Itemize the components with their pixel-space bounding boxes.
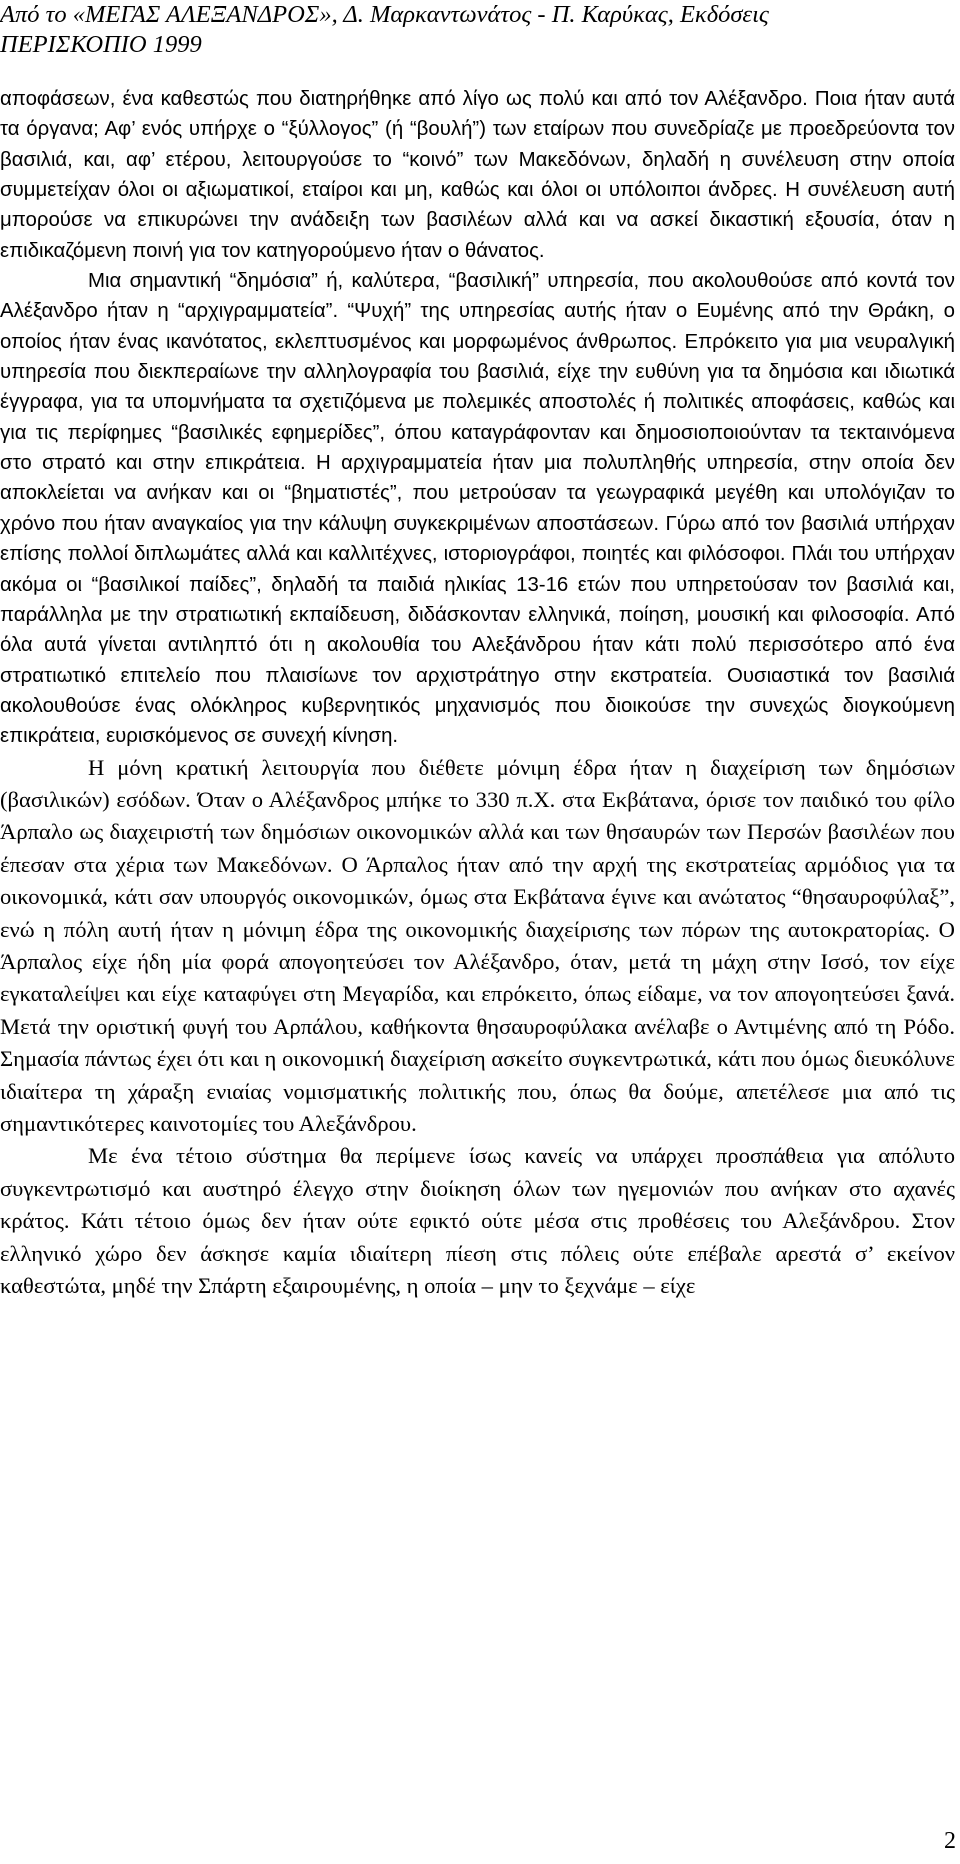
- running-header: [0, 0, 955, 60]
- header-line-2: ΠΕΡΙΣΚΟΠΙΟ 1999: [0, 31, 202, 58]
- paragraph-4: Με ένα τέτοιο σύστημα θα περίμενε ίσως κανείς να υπάρχει προσπάθεια για απόλυτο συγκεντρωτισμό και αυστηρό έλεγχο στην διοίκηση όλων των ηγεμονιών που ανήκαν στο αχανές κράτος. Κάτι τέτοιο όμως δεν ήταν ούτε εφικτό ούτε μέσα στις προθέσεις του Αλεξάνδρου. Στον ελληνικό χώρο δεν άσκησε καμία ιδιαίτερη πίεση στις πόλεις ούτε επέβαλε αρεστά σ’ εκείνον καθεστώτα, μηδέ την Σπάρτη εξαιρουμένης, η οποία – μην το ξεχνάμε – είχε: [0, 1143, 955, 1299]
- page-number: 2: [944, 1828, 956, 1854]
- paragraph-1: αποφάσεων, ένα καθεστώς που διατηρήθηκε από λίγο ως πολύ και από τον Αλέξανδρο. Ποια ήταν αυτά τα όργανα; Αφ’ ενός υπήρχε ο “ξύλλογος” (ή “βουλή”) των εταίρων που συνεδρίαζε με προεδρεύοντα τον βασιλιά, και, αφ’ ετέρου, λειτουργούσε το “κοινό” των Μακεδόνων, δηλαδή η συνέλευση στην οποία συμμετείχαν όλοι οι αξιωματικοί, εταίροι και μη, καθώς και όλοι οι υπόλοιποι άνδρες. Η συνέλευση αυτή μπορούσε να επικυρώνει την ανάδειξη των βασιλέων αλλά και να ασκεί δικαστική εξουσία, όταν η επιδικαζόμενη ποινή για τον κατηγορούμενο ήταν ο θάνατος.: [0, 88, 955, 262]
- paragraph-3: Η μόνη κρατική λειτουργία που διέθετε μόνιμη έδρα ήταν η διαχείριση των δημόσιων (βασιλικών) εσόδων. Όταν ο Αλέξανδρος μπήκε το 330 π.Χ. στα Εκβάτανα, όρισε τον παιδικό του φίλο Άρπαλο ως διαχειριστή των δημόσιων οικονομικών αλλά και των θησαυρών των Περσών βασιλέων που έπεσαν στα χέρια των Μακεδόνων. Ο Άρπαλος ήταν από την αρχή της εκστρατείας αρμόδιος για τα οικονομικά, κάτι σαν υπουργός οικονομικών, όμως στα Εκβάτανα έγινε και ανώτατος “θησαυροφύλαξ”, ενώ η πόλη αυτή ήταν η μόνιμη έδρα της οικονομικής διαχείρισης των πόρων της αυτοκρατορίας. Ο Άρπαλος είχε ήδη μία φορά απογοητεύσει τον Αλέξανδρο, όταν, μετά τη μάχη στην Ισσό, τον είχε εγκαταλείψει και είχε καταφύγει στη Μεγαρίδα, και επρόκειτο, όπως είδαμε, να τον απογοητεύσει ξανά. Μετά την οριστική φυγή του Αρπάλου, καθήκοντα θησαυροφύλακα ανέλαβε ο Αντιμένης από τη Ρόδο. Σημασία πάντως έχει ότι και η οικονομική διαχείριση ασκείτο συγκεντρωτικά, κάτι που όμως διευκόλυνε ιδιαίτερα τη χάραξη ενιαίας νομισματικής πολιτικής που, όπως θα δούμε, απετέλεσε μια από τις σημαντικότερες καινοτομίες του Αλεξάνδρου.: [0, 754, 955, 1137]
- header-line-1: Από το «ΜΕΓΑΣ ΑΛΕΞΑΝΔΡΟΣ», Δ. Μαρκαντωνάτος - Π. Καρύκας, Εκδόσεις: [0, 1, 769, 28]
- body-text: [0, 84, 955, 1302]
- paragraph-2: Μια σημαντική “δημόσια” ή, καλύτερα, “βασιλική” υπηρεσία, που ακολουθούσε από κοντά τον Αλέξανδρο ήταν η “αρχιγραμματεία”. “Ψυχή” της υπηρεσίας αυτής ήταν ο Ευμένης από την Θράκη, ο οποίος ήταν ένας ικανότατος, εκλεπτυσμένος και μορφωμένος άνθρωπος. Επρόκειτο για μια νευραλγική υπηρεσία που διεκπεραίωνε την αλληλογραφία του βασιλιά, είχε την ευθύνη για τα δημόσια και ιδιωτικά έγγραφα, για τα υπομνήματα τα σχετιζόμενα με πολεμικές αποστολές ή πολιτικές αποφάσεις, καθώς και για τις περίφημες “βασιλικές εφημερίδες”, όπου καταγράφονταν και δημοσιοποιούνταν τα τεκταινόμενα στο στρατό και στην επικράτεια. Η αρχιγραμματεία ήταν μια πολυπληθής υπηρεσία, στην οποία δεν αποκλείεται να ανήκαν και οι “βηματιστές”, που μετρούσαν τα γεωγραφικά μεγέθη και υπολόγιζαν το χρόνο που ήταν αναγκαίος για την κάλυψη συγκεκριμένων αποστάσεων. Γύρω από τον βασιλιά υπήρχαν επίσης πολλοί διπλωμάτες αλλά και καλλιτέχνες, ιστοριογράφοι, ποιητές και φιλόσοφοι. Πλάι του υπήρχαν ακόμα οι “βασιλικοί παίδες”, δηλαδή τα παιδιά ηλικίας 13-16 ετών που υπηρετούσαν τον βασιλιά και, παράλληλα με την στρατιωτική εκπαίδευση, διδάσκονταν ελληνικά, ποίηση, μουσική και φιλοσοφία. Από όλα αυτά γίνεται αντιληπτό ότι η ακολουθία του Αλεξάνδρου ήταν κάτι πολύ περισσότερο από ένα στρατιωτικό επιτελείο που πλαισίωνε τον αρχιστράτηγο στην εκστρατεία. Ουσιαστικά τον βασιλιά ακολουθούσε ένας ολόκληρος κυβερνητικός μηχανισμός που διοικούσε την συνεχώς διογκούμενη επικράτεια, ευρισκόμενος σε συνεχή κίνηση.: [0, 270, 955, 748]
